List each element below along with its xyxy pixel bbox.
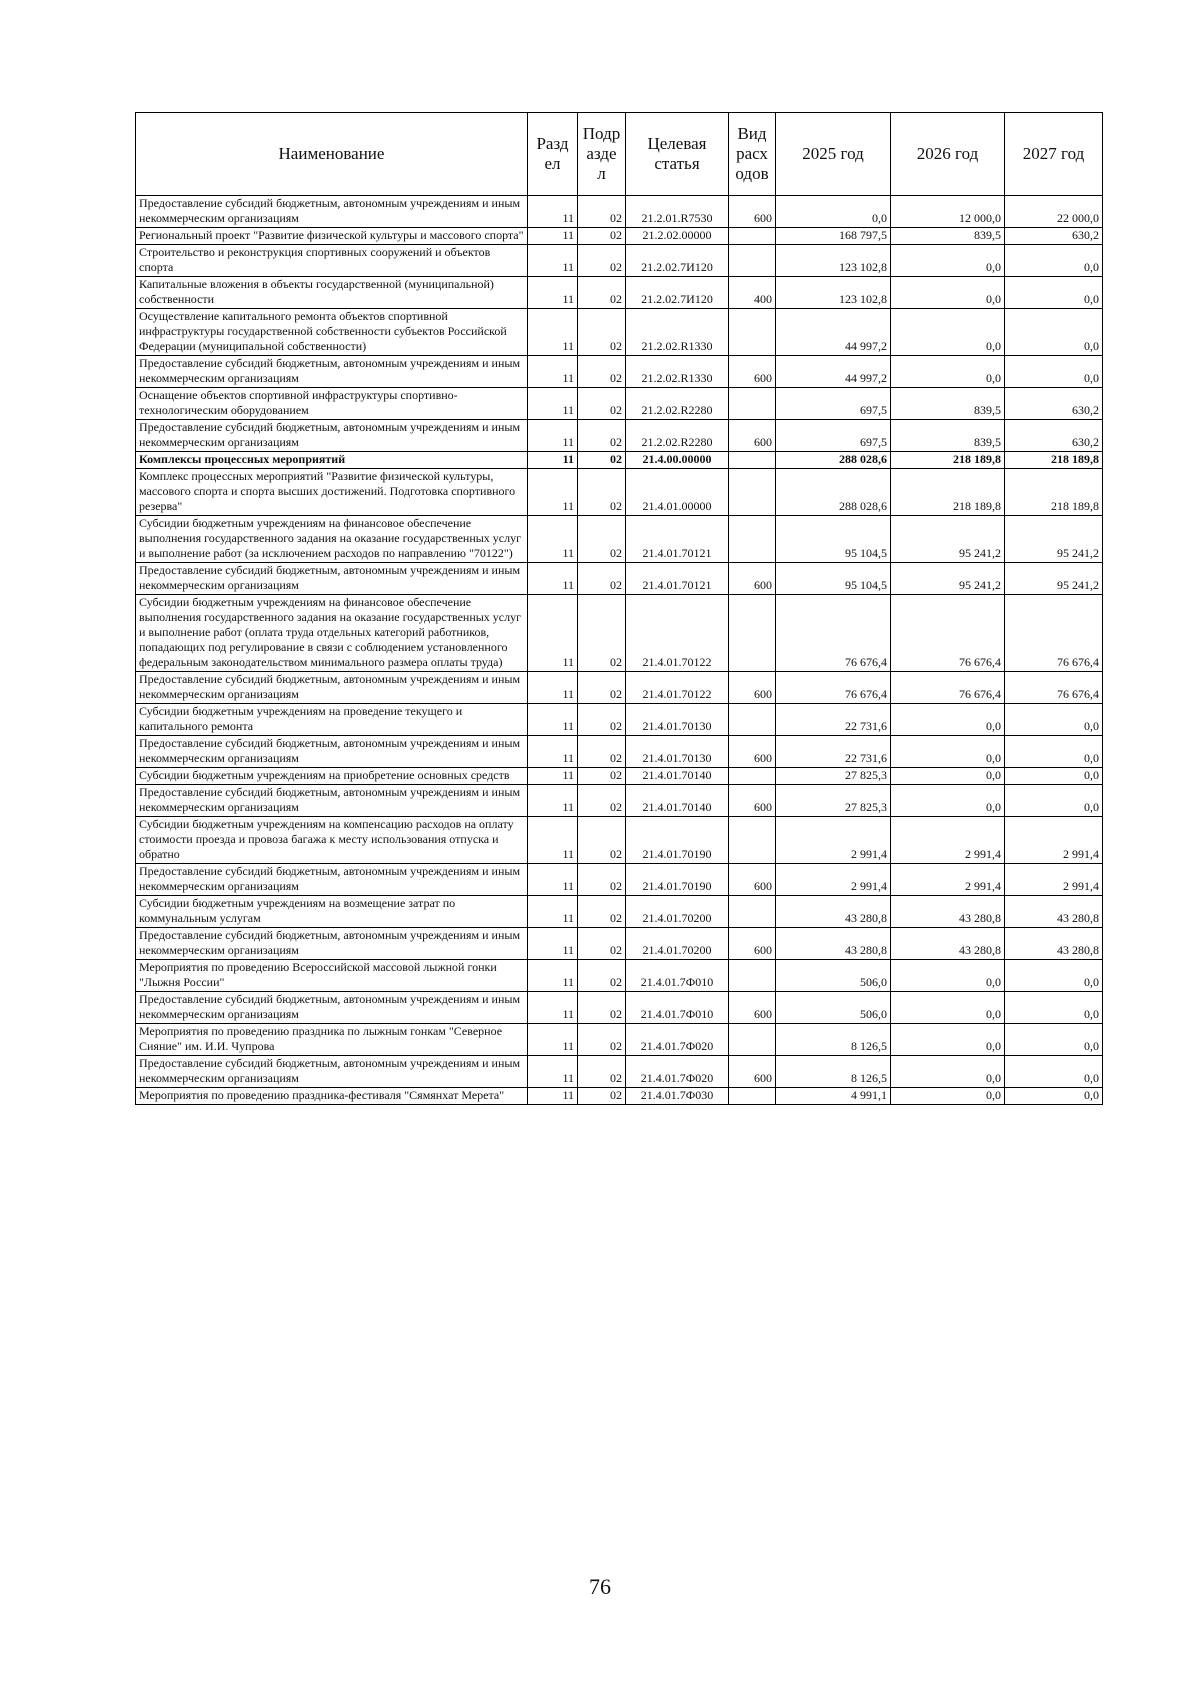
cell-name: Субсидии бюджетным учреждениям на возмещение затрат по коммунальным услугам [136,896,528,928]
cell-2026: 0,0 [891,960,1005,992]
cell-razdel: 11 [528,469,578,516]
cell-2025: 95 104,5 [776,516,891,563]
cell-podrazdel: 02 [578,992,626,1024]
table-row [136,817,1103,864]
header-podrazdel: Подр азде л [578,113,626,196]
cell-2027: 630,2 [1005,388,1103,420]
cell-razdel: 11 [528,309,578,356]
cell-2027: 22 000,0 [1005,196,1103,228]
cell-2025: 76 676,4 [776,672,891,704]
page-number: 76 [589,1574,611,1599]
cell-2026: 0,0 [891,1088,1005,1105]
cell-2025: 8 126,5 [776,1056,891,1088]
table-row [136,896,1103,928]
table-header-row [136,113,1103,196]
cell-target: 21.2.01.R7530 [626,196,729,228]
cell-podrazdel: 02 [578,388,626,420]
header-2026: 2026 год [891,113,1005,196]
cell-name: Комплексы процессных мероприятий [136,452,528,469]
table-row [136,563,1103,595]
cell-razdel: 11 [528,228,578,245]
cell-target: 21.4.01.7Ф020 [626,1056,729,1088]
cell-2025: 0,0 [776,196,891,228]
cell-target: 21.4.01.70140 [626,768,729,785]
cell-name: Субсидии бюджетным учреждениям на финансовое обеспечение выполнения государственного задания на оказание государственных услуг и выполнение работ (за исключением расходов по направлению "70122") [136,516,528,563]
cell-2027: 43 280,8 [1005,896,1103,928]
cell-name: Предоставление субсидий бюджетным, автономным учреждениям и иным некоммерческим организациям [136,864,528,896]
table-body [136,196,1103,1105]
cell-target: 21.4.00.00000 [626,452,729,469]
cell-podrazdel: 02 [578,1024,626,1056]
cell-target: 21.2.02.00000 [626,228,729,245]
cell-podrazdel: 02 [578,245,626,277]
cell-name: Оснащение объектов спортивной инфраструктуры спортивно-технологическим оборудованием [136,388,528,420]
cell-vid: 600 [729,736,776,768]
cell-podrazdel: 02 [578,960,626,992]
cell-2027: 2 991,4 [1005,817,1103,864]
cell-target: 21.4.01.7Ф010 [626,960,729,992]
table-row [136,1088,1103,1105]
cell-vid: 600 [729,196,776,228]
cell-vid [729,516,776,563]
cell-vid: 600 [729,928,776,960]
cell-podrazdel: 02 [578,768,626,785]
table-row [136,704,1103,736]
cell-2027: 76 676,4 [1005,672,1103,704]
table-row [136,277,1103,309]
table-row [136,516,1103,563]
table-row [136,736,1103,768]
cell-target: 21.2.02.7И120 [626,277,729,309]
cell-razdel: 11 [528,960,578,992]
cell-2025: 22 731,6 [776,704,891,736]
cell-target: 21.4.01.70200 [626,896,729,928]
cell-razdel: 11 [528,388,578,420]
cell-name: Предоставление субсидий бюджетным, автономным учреждениям и иным некоммерческим организациям [136,736,528,768]
cell-vid: 600 [729,785,776,817]
cell-2025: 95 104,5 [776,563,891,595]
cell-razdel: 11 [528,704,578,736]
cell-razdel: 11 [528,196,578,228]
header-target: Целевая статья [626,113,729,196]
cell-2025: 288 028,6 [776,452,891,469]
cell-2025: 8 126,5 [776,1024,891,1056]
cell-vid [729,309,776,356]
cell-vid: 600 [729,563,776,595]
cell-vid: 600 [729,1056,776,1088]
cell-name: Субсидии бюджетным учреждениям на компенсацию расходов на оплату стоимости проезда и провоза багажа к месту использования отпуска и обратно [136,817,528,864]
cell-name: Мероприятия по проведению праздника-фестиваля "Сямянхат Мерета" [136,1088,528,1105]
cell-2026: 0,0 [891,245,1005,277]
cell-podrazdel: 02 [578,516,626,563]
cell-name: Региональный проект "Развитие физической культуры и массового спорта" [136,228,528,245]
table-row [136,309,1103,356]
cell-razdel: 11 [528,1056,578,1088]
cell-target: 21.4.01.70121 [626,516,729,563]
cell-target: 21.4.01.00000 [626,469,729,516]
cell-target: 21.4.01.70200 [626,928,729,960]
cell-2026: 0,0 [891,704,1005,736]
cell-podrazdel: 02 [578,469,626,516]
cell-2026: 12 000,0 [891,196,1005,228]
cell-target: 21.4.01.70190 [626,864,729,896]
cell-podrazdel: 02 [578,563,626,595]
cell-razdel: 11 [528,896,578,928]
cell-podrazdel: 02 [578,864,626,896]
cell-target: 21.4.01.70130 [626,736,729,768]
cell-2027: 0,0 [1005,704,1103,736]
cell-razdel: 11 [528,1024,578,1056]
cell-2027: 95 241,2 [1005,563,1103,595]
cell-razdel: 11 [528,817,578,864]
cell-razdel: 11 [528,672,578,704]
header-name: Наименование [136,113,528,196]
cell-vid [729,452,776,469]
table-row [136,196,1103,228]
cell-2026: 0,0 [891,356,1005,388]
cell-target: 21.2.02.R1330 [626,356,729,388]
cell-vid: 600 [729,864,776,896]
cell-2025: 76 676,4 [776,595,891,672]
cell-2026: 218 189,8 [891,469,1005,516]
cell-vid [729,595,776,672]
cell-2025: 43 280,8 [776,896,891,928]
cell-podrazdel: 02 [578,228,626,245]
header-razdel: Разд ел [528,113,578,196]
cell-2025: 2 991,4 [776,817,891,864]
cell-2026: 0,0 [891,1024,1005,1056]
cell-2027: 2 991,4 [1005,864,1103,896]
cell-2026: 2 991,4 [891,864,1005,896]
cell-vid [729,768,776,785]
cell-target: 21.4.01.70122 [626,672,729,704]
cell-podrazdel: 02 [578,196,626,228]
cell-2025: 697,5 [776,420,891,452]
cell-vid: 600 [729,672,776,704]
cell-target: 21.4.01.7Ф030 [626,1088,729,1105]
cell-2027: 0,0 [1005,1056,1103,1088]
cell-podrazdel: 02 [578,704,626,736]
cell-podrazdel: 02 [578,309,626,356]
cell-razdel: 11 [528,356,578,388]
cell-name: Субсидии бюджетным учреждениям на проведение текущего и капитального ремонта [136,704,528,736]
cell-2025: 27 825,3 [776,768,891,785]
cell-razdel: 11 [528,277,578,309]
cell-2026: 76 676,4 [891,595,1005,672]
cell-2027: 0,0 [1005,1024,1103,1056]
cell-vid [729,960,776,992]
cell-2026: 95 241,2 [891,563,1005,595]
cell-name: Предоставление субсидий бюджетным, автономным учреждениям и иным некоммерческим организациям [136,356,528,388]
cell-podrazdel: 02 [578,595,626,672]
cell-2026: 43 280,8 [891,896,1005,928]
table-row [136,388,1103,420]
cell-name: Субсидии бюджетным учреждениям на финансовое обеспечение выполнения государственного задания на оказание государственных услуг и выполнение работ (оплата труда отдельных категорий работников, попадающих под регулирование в связи с соблюдением установленного федеральным законодательством минимального размера оплаты труда) [136,595,528,672]
cell-target: 21.4.01.70122 [626,595,729,672]
cell-2027: 0,0 [1005,960,1103,992]
table-row [136,928,1103,960]
cell-podrazdel: 02 [578,452,626,469]
cell-razdel: 11 [528,785,578,817]
cell-podrazdel: 02 [578,736,626,768]
cell-2025: 44 997,2 [776,309,891,356]
cell-podrazdel: 02 [578,785,626,817]
cell-2026: 76 676,4 [891,672,1005,704]
cell-podrazdel: 02 [578,672,626,704]
cell-target: 21.4.01.70130 [626,704,729,736]
cell-target: 21.2.02.7И120 [626,245,729,277]
table-row [136,1024,1103,1056]
cell-2025: 43 280,8 [776,928,891,960]
cell-podrazdel: 02 [578,1088,626,1105]
cell-target: 21.4.01.70190 [626,817,729,864]
cell-name: Предоставление субсидий бюджетным, автономным учреждениям и иным некоммерческим организациям [136,196,528,228]
cell-2027: 0,0 [1005,245,1103,277]
cell-2027: 630,2 [1005,228,1103,245]
cell-vid: 400 [729,277,776,309]
cell-razdel: 11 [528,420,578,452]
cell-name: Капитальные вложения в объекты государственной (муниципальной) собственности [136,277,528,309]
cell-razdel: 11 [528,563,578,595]
cell-vid [729,1088,776,1105]
cell-name: Комплекс процессных мероприятий "Развитие физической культуры, массового спорта и спорта высших достижений. Подготовка спортивного резерва" [136,469,528,516]
cell-2027: 0,0 [1005,785,1103,817]
cell-razdel: 11 [528,452,578,469]
cell-vid [729,817,776,864]
cell-2026: 43 280,8 [891,928,1005,960]
cell-2025: 44 997,2 [776,356,891,388]
cell-podrazdel: 02 [578,1056,626,1088]
cell-name: Предоставление субсидий бюджетным, автономным учреждениям и иным некоммерческим организациям [136,1056,528,1088]
cell-2027: 0,0 [1005,736,1103,768]
cell-name: Предоставление субсидий бюджетным, автономным учреждениям и иным некоммерческим организациям [136,928,528,960]
cell-2027: 218 189,8 [1005,452,1103,469]
cell-2026: 0,0 [891,736,1005,768]
cell-2026: 0,0 [891,1056,1005,1088]
cell-2027: 0,0 [1005,277,1103,309]
cell-2026: 0,0 [891,309,1005,356]
cell-2025: 123 102,8 [776,277,891,309]
cell-2025: 123 102,8 [776,245,891,277]
table-row [136,864,1103,896]
cell-2027: 218 189,8 [1005,469,1103,516]
cell-vid [729,1024,776,1056]
budget-table [135,112,1103,1105]
cell-razdel: 11 [528,928,578,960]
cell-2025: 27 825,3 [776,785,891,817]
cell-2025: 506,0 [776,960,891,992]
cell-2025: 4 991,1 [776,1088,891,1105]
cell-name: Осуществление капитального ремонта объектов спортивной инфраструктуры государственной собственности субъектов Российской Федерации (муниципальной собственности) [136,309,528,356]
cell-2027: 43 280,8 [1005,928,1103,960]
cell-razdel: 11 [528,595,578,672]
cell-2026: 0,0 [891,277,1005,309]
cell-2026: 2 991,4 [891,817,1005,864]
table-row [136,452,1103,469]
cell-2026: 0,0 [891,768,1005,785]
cell-razdel: 11 [528,864,578,896]
cell-2026: 0,0 [891,785,1005,817]
header-2025: 2025 год [776,113,891,196]
cell-2027: 0,0 [1005,1088,1103,1105]
cell-name: Предоставление субсидий бюджетным, автономным учреждениям и иным некоммерческим организациям [136,785,528,817]
cell-name: Предоставление субсидий бюджетным, автономным учреждениям и иным некоммерческим организациям [136,563,528,595]
table-row [136,992,1103,1024]
cell-name: Предоставление субсидий бюджетным, автономным учреждениям и иным некоммерческим организациям [136,420,528,452]
cell-vid [729,896,776,928]
cell-razdel: 11 [528,736,578,768]
table-row [136,960,1103,992]
cell-podrazdel: 02 [578,928,626,960]
header-2027: 2027 год [1005,113,1103,196]
header-vid: Вид расх одов [729,113,776,196]
table-row [136,1056,1103,1088]
table-row [136,672,1103,704]
table-row [136,356,1103,388]
cell-2025: 506,0 [776,992,891,1024]
cell-podrazdel: 02 [578,817,626,864]
table-row [136,245,1103,277]
cell-vid [729,704,776,736]
cell-2027: 0,0 [1005,768,1103,785]
cell-podrazdel: 02 [578,277,626,309]
table-row [136,768,1103,785]
cell-target: 21.2.02.R2280 [626,420,729,452]
cell-target: 21.4.01.7Ф020 [626,1024,729,1056]
cell-2026: 839,5 [891,388,1005,420]
cell-2025: 168 797,5 [776,228,891,245]
cell-2027: 76 676,4 [1005,595,1103,672]
cell-razdel: 11 [528,992,578,1024]
cell-razdel: 11 [528,1088,578,1105]
cell-2027: 95 241,2 [1005,516,1103,563]
cell-2026: 839,5 [891,228,1005,245]
cell-podrazdel: 02 [578,420,626,452]
cell-podrazdel: 02 [578,896,626,928]
cell-2025: 2 991,4 [776,864,891,896]
cell-2026: 95 241,2 [891,516,1005,563]
cell-vid [729,228,776,245]
cell-2026: 0,0 [891,992,1005,1024]
cell-name: Мероприятия по проведению Всероссийской массовой лыжной гонки "Лыжня России" [136,960,528,992]
cell-target: 21.4.01.7Ф010 [626,992,729,1024]
cell-razdel: 11 [528,245,578,277]
cell-2026: 839,5 [891,420,1005,452]
cell-2027: 0,0 [1005,992,1103,1024]
table-row [136,420,1103,452]
cell-2027: 0,0 [1005,309,1103,356]
cell-2025: 288 028,6 [776,469,891,516]
cell-name: Строительство и реконструкция спортивных сооружений и объектов спорта [136,245,528,277]
table-row [136,469,1103,516]
cell-2026: 218 189,8 [891,452,1005,469]
cell-target: 21.2.02.R2280 [626,388,729,420]
cell-vid [729,388,776,420]
cell-vid: 600 [729,420,776,452]
cell-2027: 0,0 [1005,356,1103,388]
table-row [136,595,1103,672]
cell-target: 21.4.01.70121 [626,563,729,595]
cell-vid [729,245,776,277]
cell-name: Предоставление субсидий бюджетным, автономным учреждениям и иным некоммерческим организациям [136,992,528,1024]
cell-2025: 22 731,6 [776,736,891,768]
cell-name: Предоставление субсидий бюджетным, автономным учреждениям и иным некоммерческим организациям [136,672,528,704]
cell-vid [729,469,776,516]
cell-name: Мероприятия по проведению праздника по лыжным гонкам "Северное Сияние" им. И.И. Чупрова [136,1024,528,1056]
table-row [136,785,1103,817]
cell-target: 21.4.01.70140 [626,785,729,817]
cell-vid: 600 [729,992,776,1024]
cell-vid: 600 [729,356,776,388]
table-row [136,228,1103,245]
cell-2025: 697,5 [776,388,891,420]
cell-name: Субсидии бюджетным учреждениям на приобретение основных средств [136,768,528,785]
cell-razdel: 11 [528,516,578,563]
cell-target: 21.2.02.R1330 [626,309,729,356]
cell-razdel: 11 [528,768,578,785]
cell-2027: 630,2 [1005,420,1103,452]
cell-podrazdel: 02 [578,356,626,388]
